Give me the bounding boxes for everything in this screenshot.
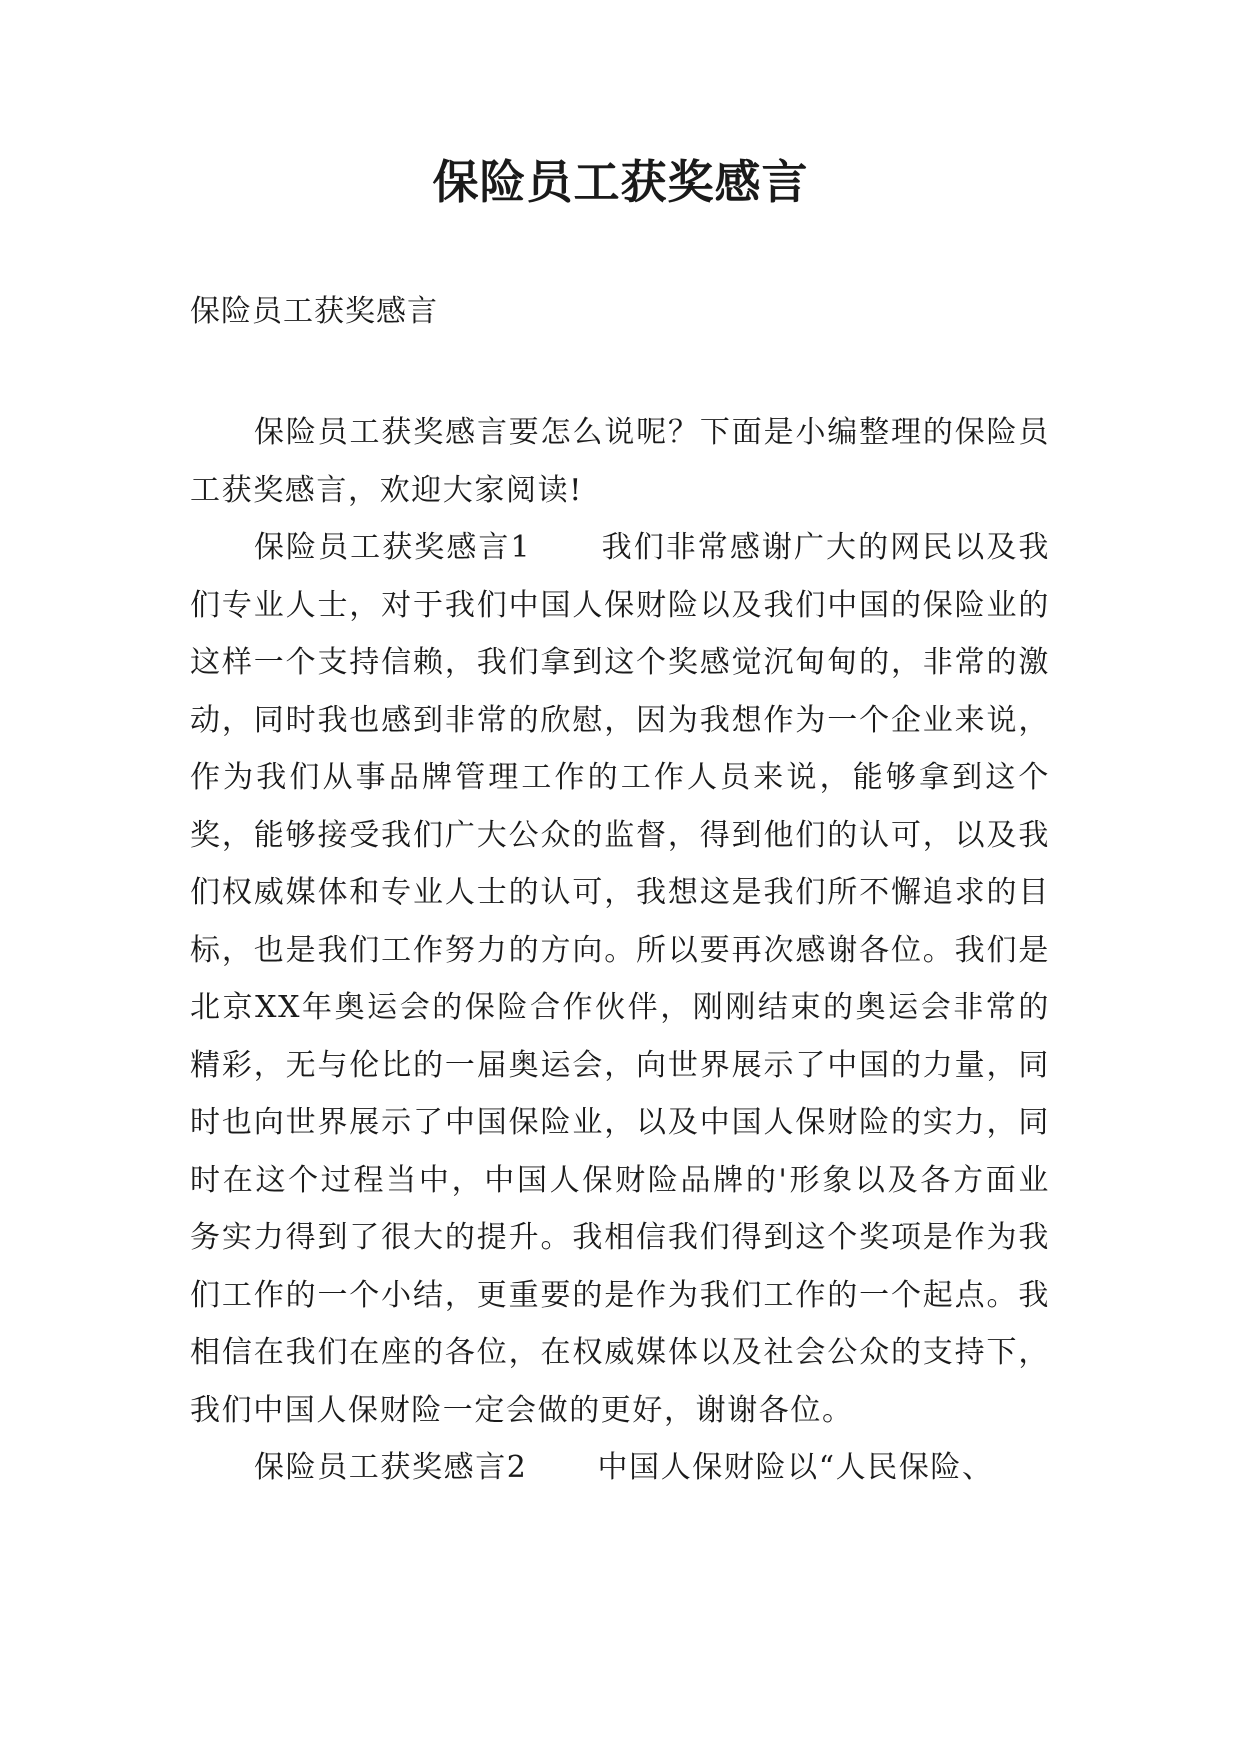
- document-body: [190, 404, 1050, 1497]
- section-1-text: 我们非常感谢广大的网民以及我们专业人士，对于我们中国人保财险以及我们中国的保险业的这样一个支持信赖，我们拿到这个奖感觉沉甸甸的，非常的激动，同时我也感到非常的欣慰，因为我想作为一个企业来说，作为我们从事品牌管理工作的工作人员来说，能够拿到这个奖，能够接受我们广大公众的监督，得到他们的认可，以及我们权威媒体和专业人士的认可，我想这是我们所不懈追求的目标，也是我们工作努力的方向。所以要再次感谢各位。我们是北京XX年奥运会的保险合作伙伴，刚刚结束的奥运会非常的精彩，无与伦比的一届奥运会，向世界展示了中国的力量，同时也向世界展示了中国保险业，以及中国人保财险的实力，同时在这个过程当中，中国人保财险品牌的'形象以及各方面业务实力得到了很大的提升。我相信我们得到这个奖项是作为我们工作的一个小结，更重要的是作为我们工作的一个起点。我相信在我们在座的各位，在权威媒体以及社会公众的支持下，我们中国人保财险一定会做的更好，谢谢各位。: [190, 530, 1050, 1428]
- section-1-heading: 保险员工获奖感言1: [254, 530, 532, 565]
- section-1-paragraph: [190, 519, 1050, 1439]
- document-title: 保险员工获奖感言: [432, 155, 809, 209]
- intro-paragraph: 保险员工获奖感言要怎么说呢？下面是小编整理的保险员工获奖感言，欢迎大家阅读!: [190, 415, 1050, 508]
- document-subtitle: 保险员工获奖感言: [190, 294, 438, 329]
- section-2-heading: 保险员工获奖感言2: [254, 1450, 528, 1485]
- section-2-paragraph: [190, 1439, 1050, 1497]
- section-2-text: 中国人保财险以“人民保险、: [597, 1450, 994, 1485]
